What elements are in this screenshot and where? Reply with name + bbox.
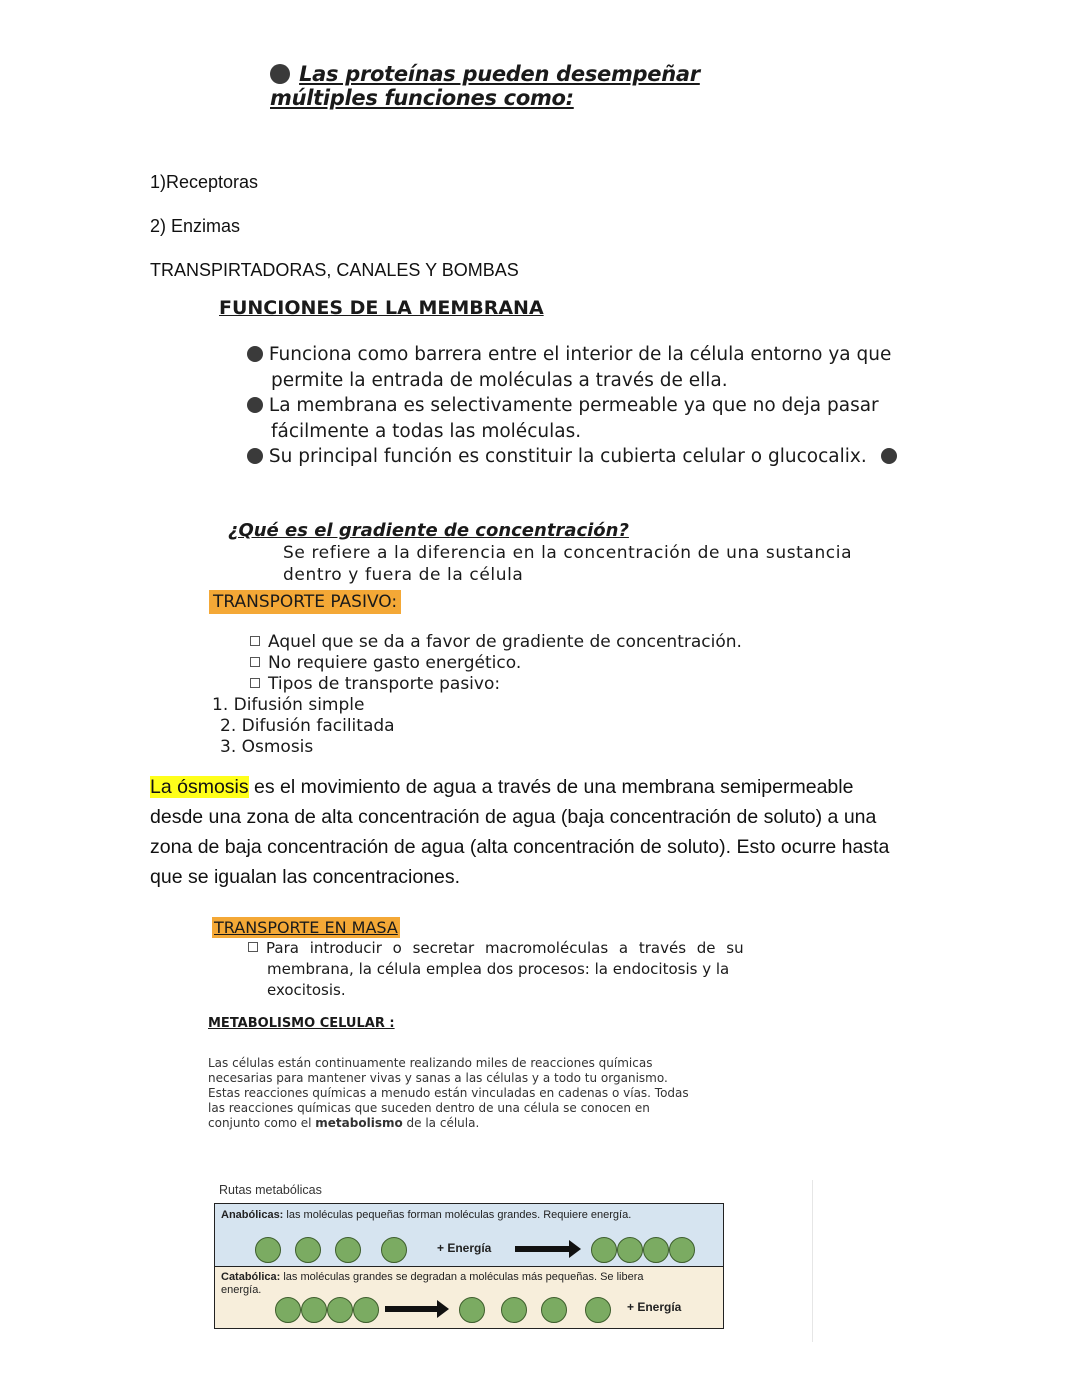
bullet-icon (247, 448, 263, 464)
gradiente-answer (283, 542, 863, 585)
osmosis-highlight: La ósmosis (150, 776, 249, 798)
metabolismo-line-5: conjunto como el metabolismo de la célula. (208, 1116, 480, 1130)
square-bullet-icon (248, 942, 258, 952)
bullet-icon (881, 448, 897, 464)
molecule-ball (301, 1297, 327, 1323)
pasivo-bullet-2: No requiere gasto energético. (250, 653, 742, 674)
molecule-ball (591, 1237, 617, 1263)
molecule-ball (669, 1237, 695, 1263)
molecule-ball (617, 1237, 643, 1263)
list-item-enzimas: 2) Enzimas (150, 216, 241, 236)
gradiente-answer-line-1: Se refiere a la diferencia en la concentración de una sustancia (283, 543, 853, 563)
list-item-transportadoras: TRANSPIRTADORAS, CANALES Y BOMBAS (150, 260, 519, 280)
molecule-ball (327, 1297, 353, 1323)
masa-line-2: membrana, la célula emplea dos procesos: la endocitosis y la (267, 960, 730, 978)
osmosis-paragraph (150, 772, 889, 892)
metabolismo-line-3: Estas reacciones químicas a menudo están vinculadas en cadenas o vías. Todas (208, 1086, 689, 1100)
molecule-ball (643, 1237, 669, 1263)
metabolismo-title: METABOLISMO CELULAR : (208, 1016, 395, 1031)
anabolic-row (215, 1204, 723, 1267)
metabolismo-line-1: Las células están continuamente realizando miles de reacciones químicas (208, 1056, 653, 1070)
masa-text (248, 938, 744, 1001)
metabolismo-line-4: las reacciones químicas que suceden dentro de una célula se conocen en (208, 1101, 650, 1115)
molecule-ball (295, 1237, 321, 1263)
gradiente-question: ¿Qué es el gradiente de concentración? (228, 520, 629, 541)
molecule-ball (585, 1297, 611, 1323)
square-bullet-icon (250, 678, 260, 688)
anabolic-energy-label: + Energía (437, 1241, 492, 1255)
masa-line-1: Para introducir o secretar macromoléculas a través de su (248, 938, 744, 959)
membrana-bullets (247, 342, 897, 470)
bullet-icon (270, 64, 290, 84)
pasivo-bullet-1: Aquel que se da a favor de gradiente de concentración. (250, 632, 742, 653)
catabolic-row (215, 1267, 723, 1328)
pasivo-type-3: 3. Osmosis (220, 737, 314, 757)
bullet-icon (247, 397, 263, 413)
molecule-ball (335, 1237, 361, 1263)
pasivo-list (250, 632, 742, 695)
osmosis-line-4: que se igualan las concentraciones. (150, 866, 461, 888)
figure-edge-divider (812, 1180, 813, 1342)
molecule-ball (459, 1297, 485, 1323)
molecule-ball (381, 1237, 407, 1263)
metabolismo-paragraph (208, 1056, 689, 1131)
rutas-figure (214, 1203, 724, 1329)
arrow-right-icon (385, 1306, 439, 1312)
molecule-ball (353, 1297, 379, 1323)
molecule-ball (275, 1297, 301, 1323)
masa-title-text: TRANSPORTE EN MASA (214, 918, 398, 937)
gradiente-answer-line-2: dentro y fuera de la célula (283, 565, 524, 585)
pasivo-type-2: 2. Difusión facilitada (220, 716, 395, 736)
catabolic-caption: Catabólica: las moléculas grandes se degradan a moléculas más pequeñas. Se libera energía. (221, 1271, 644, 1296)
list-item-receptoras: 1)Receptoras (150, 172, 259, 192)
proteins-heading (270, 62, 800, 110)
osmosis-line-2: desde una zona de alta concentración de agua (baja concentración de soluto) a una (150, 806, 877, 828)
molecule-ball (541, 1297, 567, 1323)
membrana-bullet-3: Su principal función es constituir la cubierta celular o glucocalix. (247, 444, 897, 470)
anabolic-caption: Anabólicas: las moléculas pequeñas forman moléculas grandes. Requiere energía. (221, 1209, 632, 1221)
square-bullet-icon (250, 657, 260, 667)
membrana-bullet-1: Funciona como barrera entre el interior de la célula entorno ya que (247, 342, 897, 368)
proteins-heading-text: Las proteínas pueden desempeñar múltiples funciones como: (270, 62, 700, 110)
pasivo-bullet-3: Tipos de transporte pasivo: (250, 674, 742, 695)
masa-title (212, 918, 400, 937)
membrana-title: FUNCIONES DE LA MEMBRANA (219, 297, 544, 319)
molecule-ball (501, 1297, 527, 1323)
catabolic-energy-label: + Energía (627, 1300, 682, 1314)
osmosis-line-1: La ósmosis es el movimiento de agua a través de una membrana semipermeable (150, 776, 854, 798)
metabolismo-line-2: necesarias para mantener vivas y sanas a las células y a todo tu organismo. (208, 1071, 668, 1085)
molecule-ball (255, 1237, 281, 1263)
pasivo-title-text: TRANSPORTE PASIVO: (209, 590, 401, 614)
membrana-bullet-2-cont: fácilmente a todas las moléculas. (271, 420, 582, 442)
arrow-right-icon (515, 1246, 571, 1252)
square-bullet-icon (250, 636, 260, 646)
pasivo-title (209, 592, 401, 612)
osmosis-line-3: zona de baja concentración de agua (alta concentración de soluto). Esto ocurre hasta (150, 836, 890, 858)
pasivo-type-1: 1. Difusión simple (212, 695, 365, 715)
membrana-bullet-2: La membrana es selectivamente permeable ya que no deja pasar (247, 393, 897, 419)
rutas-title: Rutas metabólicas (219, 1183, 322, 1197)
membrana-bullet-1-cont: permite la entrada de moléculas a través de ella. (271, 369, 728, 391)
masa-line-3: exocitosis. (267, 981, 346, 999)
bullet-icon (247, 346, 263, 362)
